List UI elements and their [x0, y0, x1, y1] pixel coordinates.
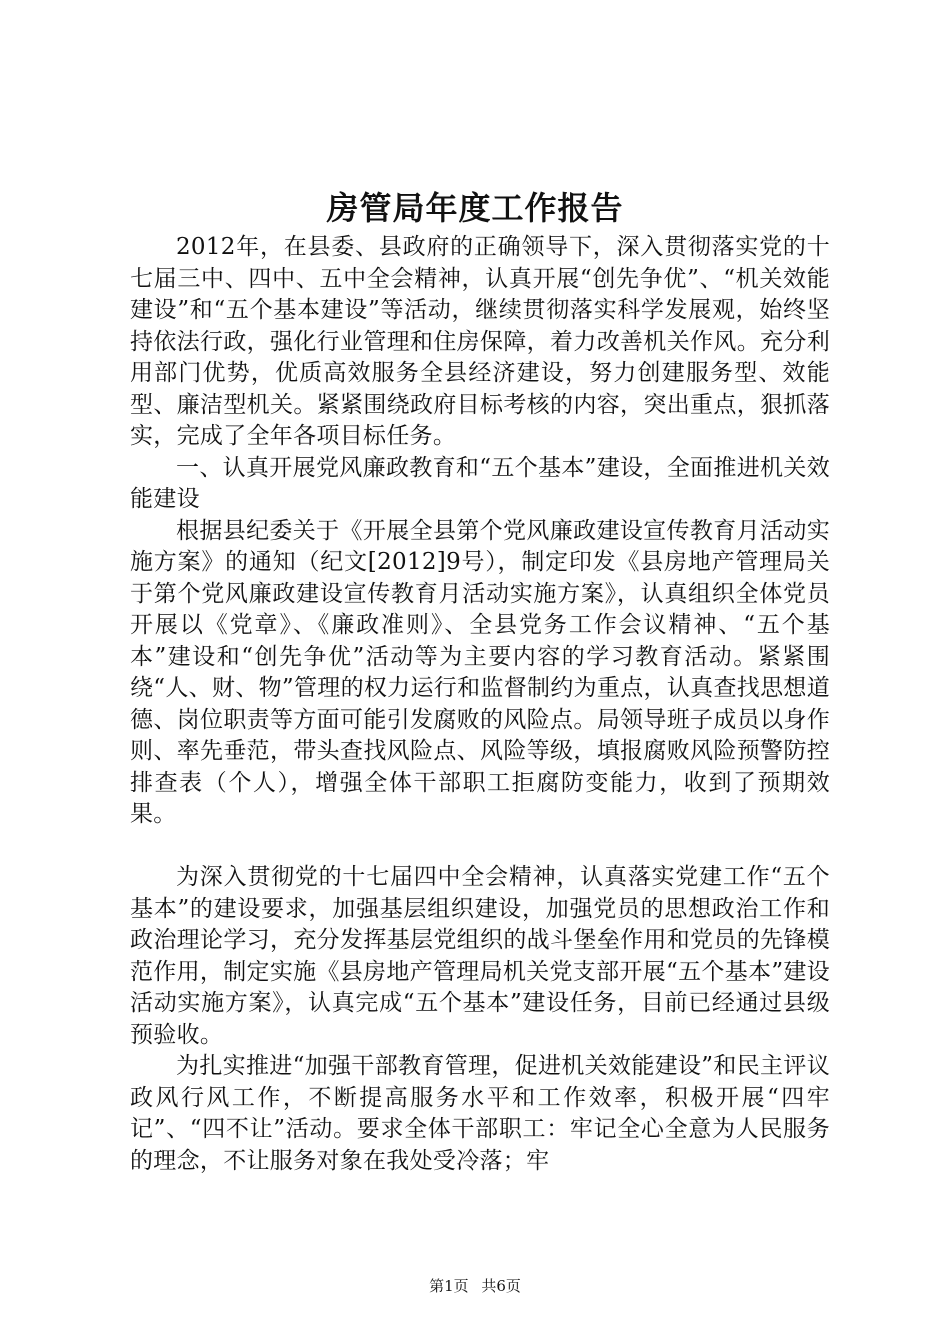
page-total: 共6页 [481, 1277, 521, 1295]
paragraph-five-basics: 为深入贯彻党的十七届四中全会精神，认真落实党建工作“五个基本”的建设要求，加强基层组织建设，加强党员的思想政治工作和政治理论学习，充分发挥基层党组织的战斗堡垒作用和党员的先锋模范作用，制定实施《县房地产管理局机关党支部开展“五个基本”建设活动实施方案》，认真完成“五个基本”建设任务，目前已经通过县级预验收。 [130, 864, 830, 1048]
page-number: 第1页 [429, 1277, 469, 1295]
paragraph-efficiency: 为扎实推进“加强干部教育管理，促进机关效能建设”和民主评议政风行风工作，不断提高服务水平和工作效率，积极开展“四牢记”、“四不让”活动。要求全体干部职工：牢记全心全意为人民服务的理念，不让服务对象在我处受冷落；牢 [130, 1053, 830, 1174]
paragraph-spacer [130, 831, 830, 863]
page-footer [0, 1275, 950, 1297]
document-body [130, 232, 830, 1177]
section-heading-1: 一、认真开展党风廉政教育和“五个基本”建设，全面推进机关效能建设 [130, 454, 830, 512]
paragraph-anticorruption-education: 根据县纪委关于《开展全县第个党风廉政建设宣传教育月活动实施方案》的通知（纪文[2012]9号），制定印发《县房地产管理局关于第个党风廉政建设宣传教育月活动实施方案》，认真组织全体党员开展以《党章》、《廉政准则》、全县党务工作会议精神、“五个基本”建设和“创先争优”活动等为主要内容的学习教育活动。紧紧围绕“人、财、物”管理的权力运行和监督制约为重点，认真查找思想道德、岗位职责等方面可能引发腐败的风险点。局领导班子成员以身作则、率先垂范，带头查找风险点、风险等级，填报腐败风险预警防控排查表（个人），增强全体干部职工拒腐防变能力，收到了预期效果。 [130, 517, 830, 827]
document-title: 房管局年度工作报告 [326, 189, 624, 227]
paragraph-intro: 2012年，在县委、县政府的正确领导下，深入贯彻落实党的十七届三中、四中、五中全会精神，认真开展“创先争优”、“机关效能建设”和“五个基本建设”等活动，继续贯彻落实科学发展观，始终坚持依法行政，强化行业管理和住房保障，着力改善机关作风。充分利用部门优势，优质高效服务全县经济建设，努力创建服务型、效能型、廉洁型机关。紧紧围绕政府目标考核的内容，突出重点，狠抓落实，完成了全年各项目标任务。 [130, 234, 830, 449]
